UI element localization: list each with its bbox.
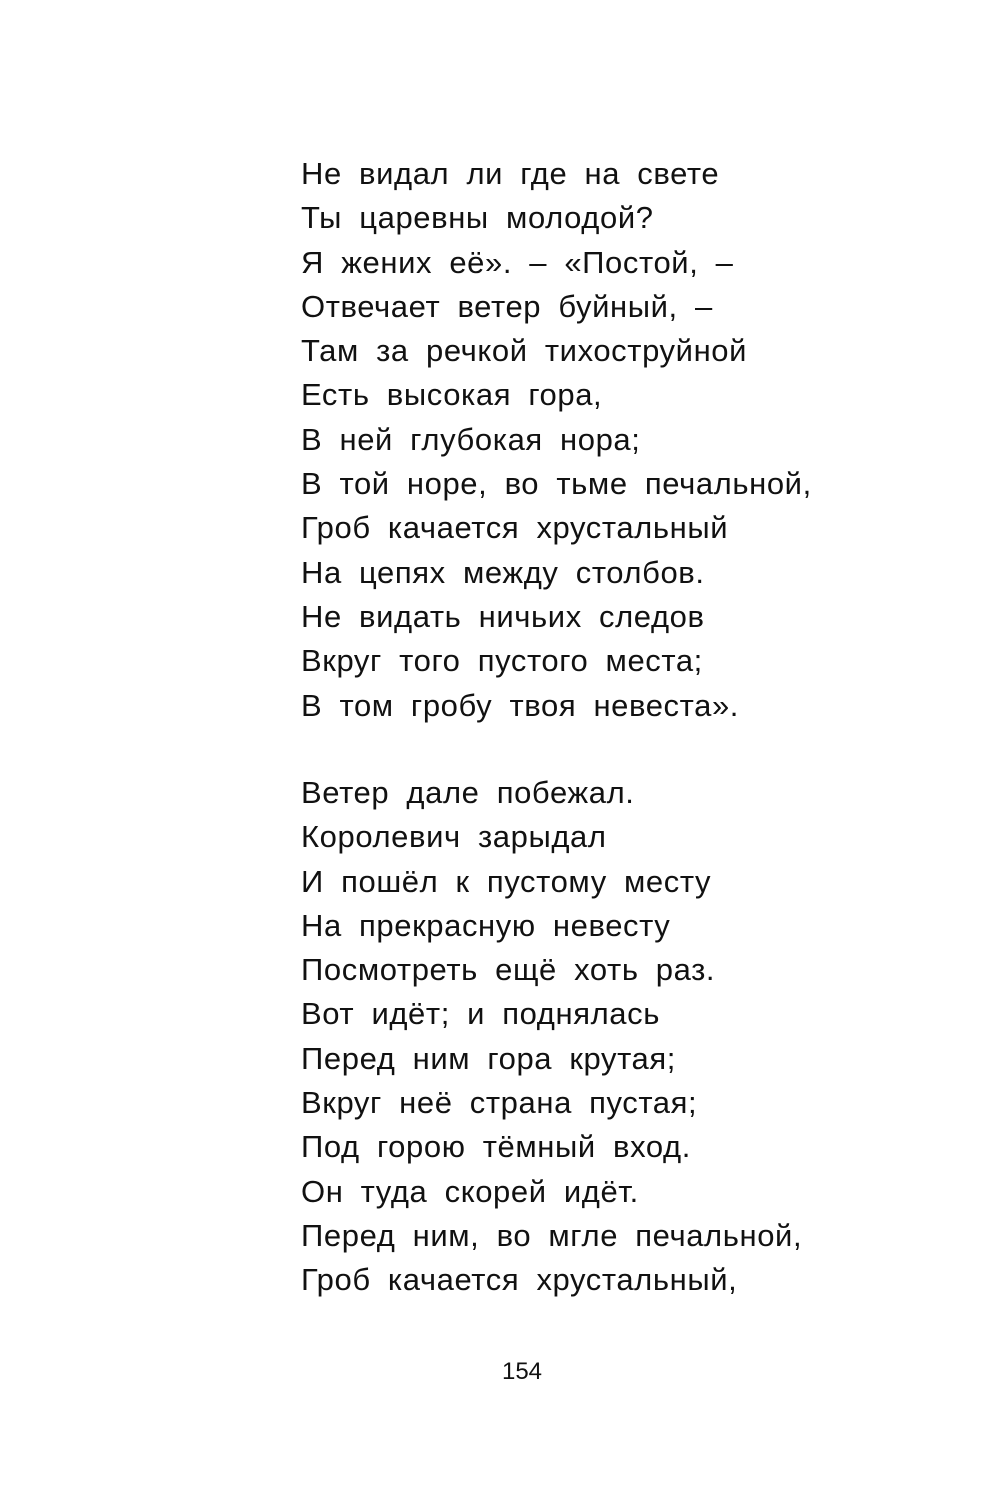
verse-line: На прекрасную невесту [301,907,671,943]
verse-line: В том гробу твоя невеста». [301,687,740,723]
verse-line: Гроб качается хрустальный, [301,1262,738,1298]
verse-line: Он туда скорей идёт. [301,1173,639,1209]
verse-line: Я жених её». – «Постой, – [301,244,734,280]
verse-line: Есть высокая гора, [301,377,603,413]
verse-line: Ты царевны молодой? [301,200,654,236]
verse-line: Вкруг неё страна пустая; [301,1085,698,1121]
verse-line: Посмотреть ещё хоть раз. [301,952,716,988]
verse-line: Вкруг того пустого места; [301,643,703,679]
verse-line: Королевич зарыдал [301,819,607,855]
verse-line: Там за речкой тихоструйной [301,333,748,369]
verse-line: Гроб качается хрустальный [301,510,729,546]
page-number: 154 [501,1358,543,1385]
verse-line: В ней глубокая нора; [301,421,641,457]
verse-line: Перед ним, во мгле печальной, [301,1217,803,1253]
verse-line: Не видал ли где на свете [301,156,720,191]
verse-line: Перед ним гора крутая; [301,1040,676,1076]
stanza-1 [301,152,812,728]
stanza-2 [301,771,802,1303]
verse-line: На цепях между столбов. [301,554,705,590]
verse-line: В той норе, во тьме печальной, [301,466,812,502]
verse-line: Отвечает ветер буйный, – [301,288,713,324]
verse-line: Под горою тёмный вход. [301,1129,691,1165]
verse-line: И пошёл к пустому месту [301,863,712,899]
verse-line: Не видать ничьих следов [301,598,705,634]
verse-line: Вот идёт; и поднялась [301,996,660,1032]
verse-line: Ветер дале побежал. [301,775,635,810]
